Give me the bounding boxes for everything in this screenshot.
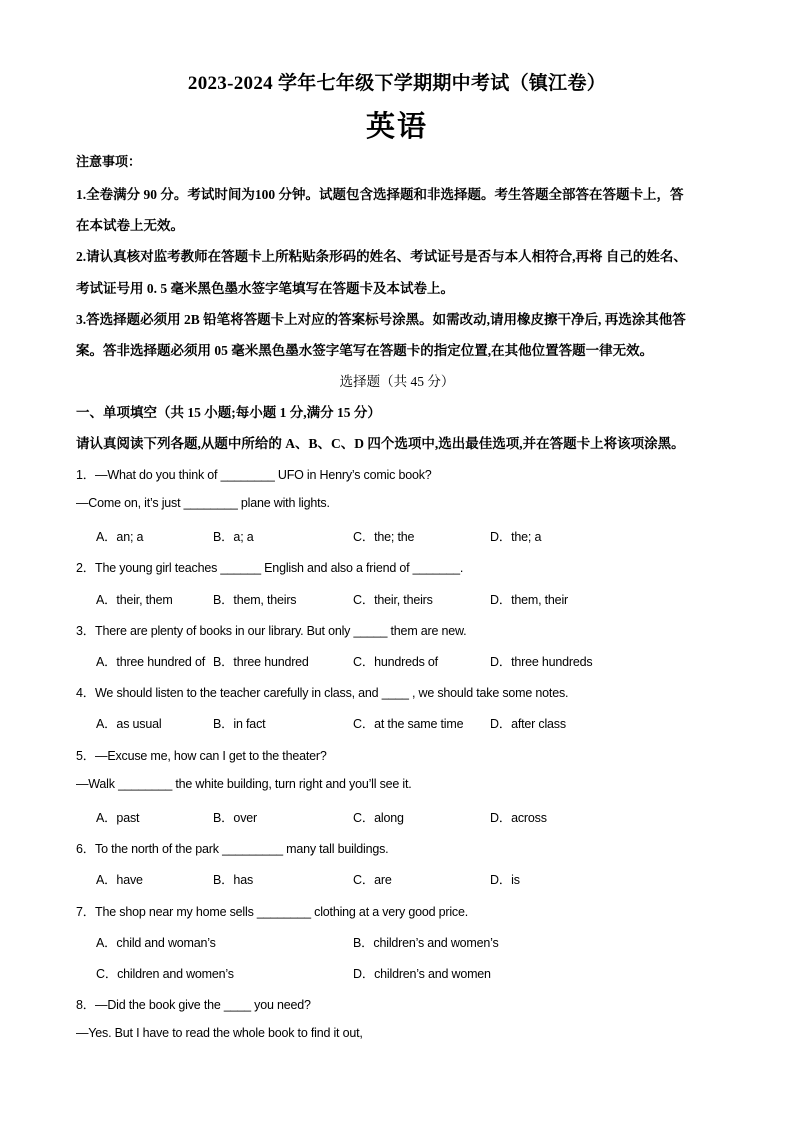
question-6-option-d: D．is <box>490 873 520 887</box>
question-6-option-c: C．are <box>353 873 392 887</box>
question-3-option-b: B．three hundred <box>213 655 309 669</box>
question-5-option-c: C．along <box>353 811 404 825</box>
question-5-option-b: B．over <box>213 811 257 825</box>
exam-title: 2023-2024 学年七年级下学期期中考试（镇江卷） <box>187 73 607 94</box>
question-5-reply: —Walk ________ the white building, turn right and you’ll see it. <box>76 777 412 791</box>
question-1-reply: —Come on, it’s just ________ plane with lights. <box>76 496 330 510</box>
question-5-option-d: D．across <box>490 811 547 825</box>
question-7-option-a: A．child and woman’s <box>96 936 216 950</box>
question-6-option-a: A．have <box>96 873 143 887</box>
question-2-option-d: D．them, their <box>490 593 568 607</box>
question-8-text: 8．—Did the book give the ____ you need? <box>76 998 311 1012</box>
question-7-option-b: B．children’s and women’s <box>353 936 499 950</box>
question-7-option-d: D．children’s and women <box>353 967 491 981</box>
note-line-6: 案。答非选择题必须用 05 毫米黑色墨水签字笔写在答题卡的指定位置,在其他位置答题一律无效。 <box>76 343 654 358</box>
note-line-1: 1.全卷满分 90 分。考试时间为100 分钟。试题包含选择题和非选择题。考生答题全部答在答题卡上，答 <box>76 187 684 202</box>
question-4-option-b: B．in fact <box>213 717 266 731</box>
question-4-text: 4．We should listen to the teacher carefully in class, and ____ , we should take some notes. <box>76 686 569 700</box>
question-7-option-c: C．children and women’s <box>96 967 234 981</box>
question-4-option-a: A．as usual <box>96 717 162 731</box>
note-line-3: 2.请认真核对监考教师在答题卡上所粘贴条形码的姓名、考试证号是否与本人相符合,再将 自己的姓名、 <box>76 249 687 264</box>
question-1-option-b: B．a; a <box>213 530 254 544</box>
question-1-option-a: A．an; a <box>96 530 144 544</box>
question-1-option-c: C．the; the <box>353 530 415 544</box>
question-3-option-d: D．three hundreds <box>490 655 593 669</box>
question-1-text: 1．—What do you think of ________ UFO in Henry’s comic book? <box>76 468 432 482</box>
question-2-option-a: A．their, them <box>96 593 173 607</box>
question-7-text: 7．The shop near my home sells ________ clothing at a very good price. <box>76 905 468 919</box>
choice-section-title: 选择题（共 45 分） <box>339 374 455 389</box>
notes-heading: 注意事项： <box>76 154 142 169</box>
question-1-option-d: D．the; a <box>490 530 542 544</box>
question-5-text: 5．—Excuse me, how can I get to the theater? <box>76 749 327 763</box>
question-2-option-b: B．them, theirs <box>213 593 297 607</box>
question-3-option-a: A．three hundred of <box>96 655 205 669</box>
note-line-2: 在本试卷上无效。 <box>76 218 184 233</box>
note-line-5: 3.答选择题必须用 2B 铅笔将答题卡上对应的答案标号涂黑。如需改动,请用橡皮擦干净后, 再选涂其他答 <box>76 312 686 327</box>
question-4-option-c: C．at the same time <box>353 717 464 731</box>
part-instruction: 请认真阅读下列各题,从题中所给的 A、B、C、D 四个选项中,选出最佳选项,并在答题卡上将该项涂黑。 <box>76 436 685 451</box>
question-6-option-b: B．has <box>213 873 253 887</box>
question-2-option-c: C．their, theirs <box>353 593 433 607</box>
question-4-option-d: D．after class <box>490 717 566 731</box>
question-6-text: 6．To the north of the park _________ many tall buildings. <box>76 842 389 856</box>
subject-title: 英语 <box>365 111 428 143</box>
note-line-4: 考试证号用 0. 5 毫米黑色墨水签字笔填写在答题卡及本试卷上。 <box>76 281 454 296</box>
question-2-text: 2．The young girl teaches ______ English and also a friend of _______. <box>76 561 464 575</box>
part-title: 一、单项填空（共 15 小题;每小题 1 分,满分 15 分） <box>76 405 381 420</box>
question-8-reply: —Yes. But I have to read the whole book to find it out, <box>76 1026 363 1040</box>
question-5-option-a: A．past <box>96 811 140 825</box>
question-3-option-c: C．hundreds of <box>353 655 438 669</box>
question-3-text: 3．There are plenty of books in our library. But only _____ them are new. <box>76 624 467 638</box>
